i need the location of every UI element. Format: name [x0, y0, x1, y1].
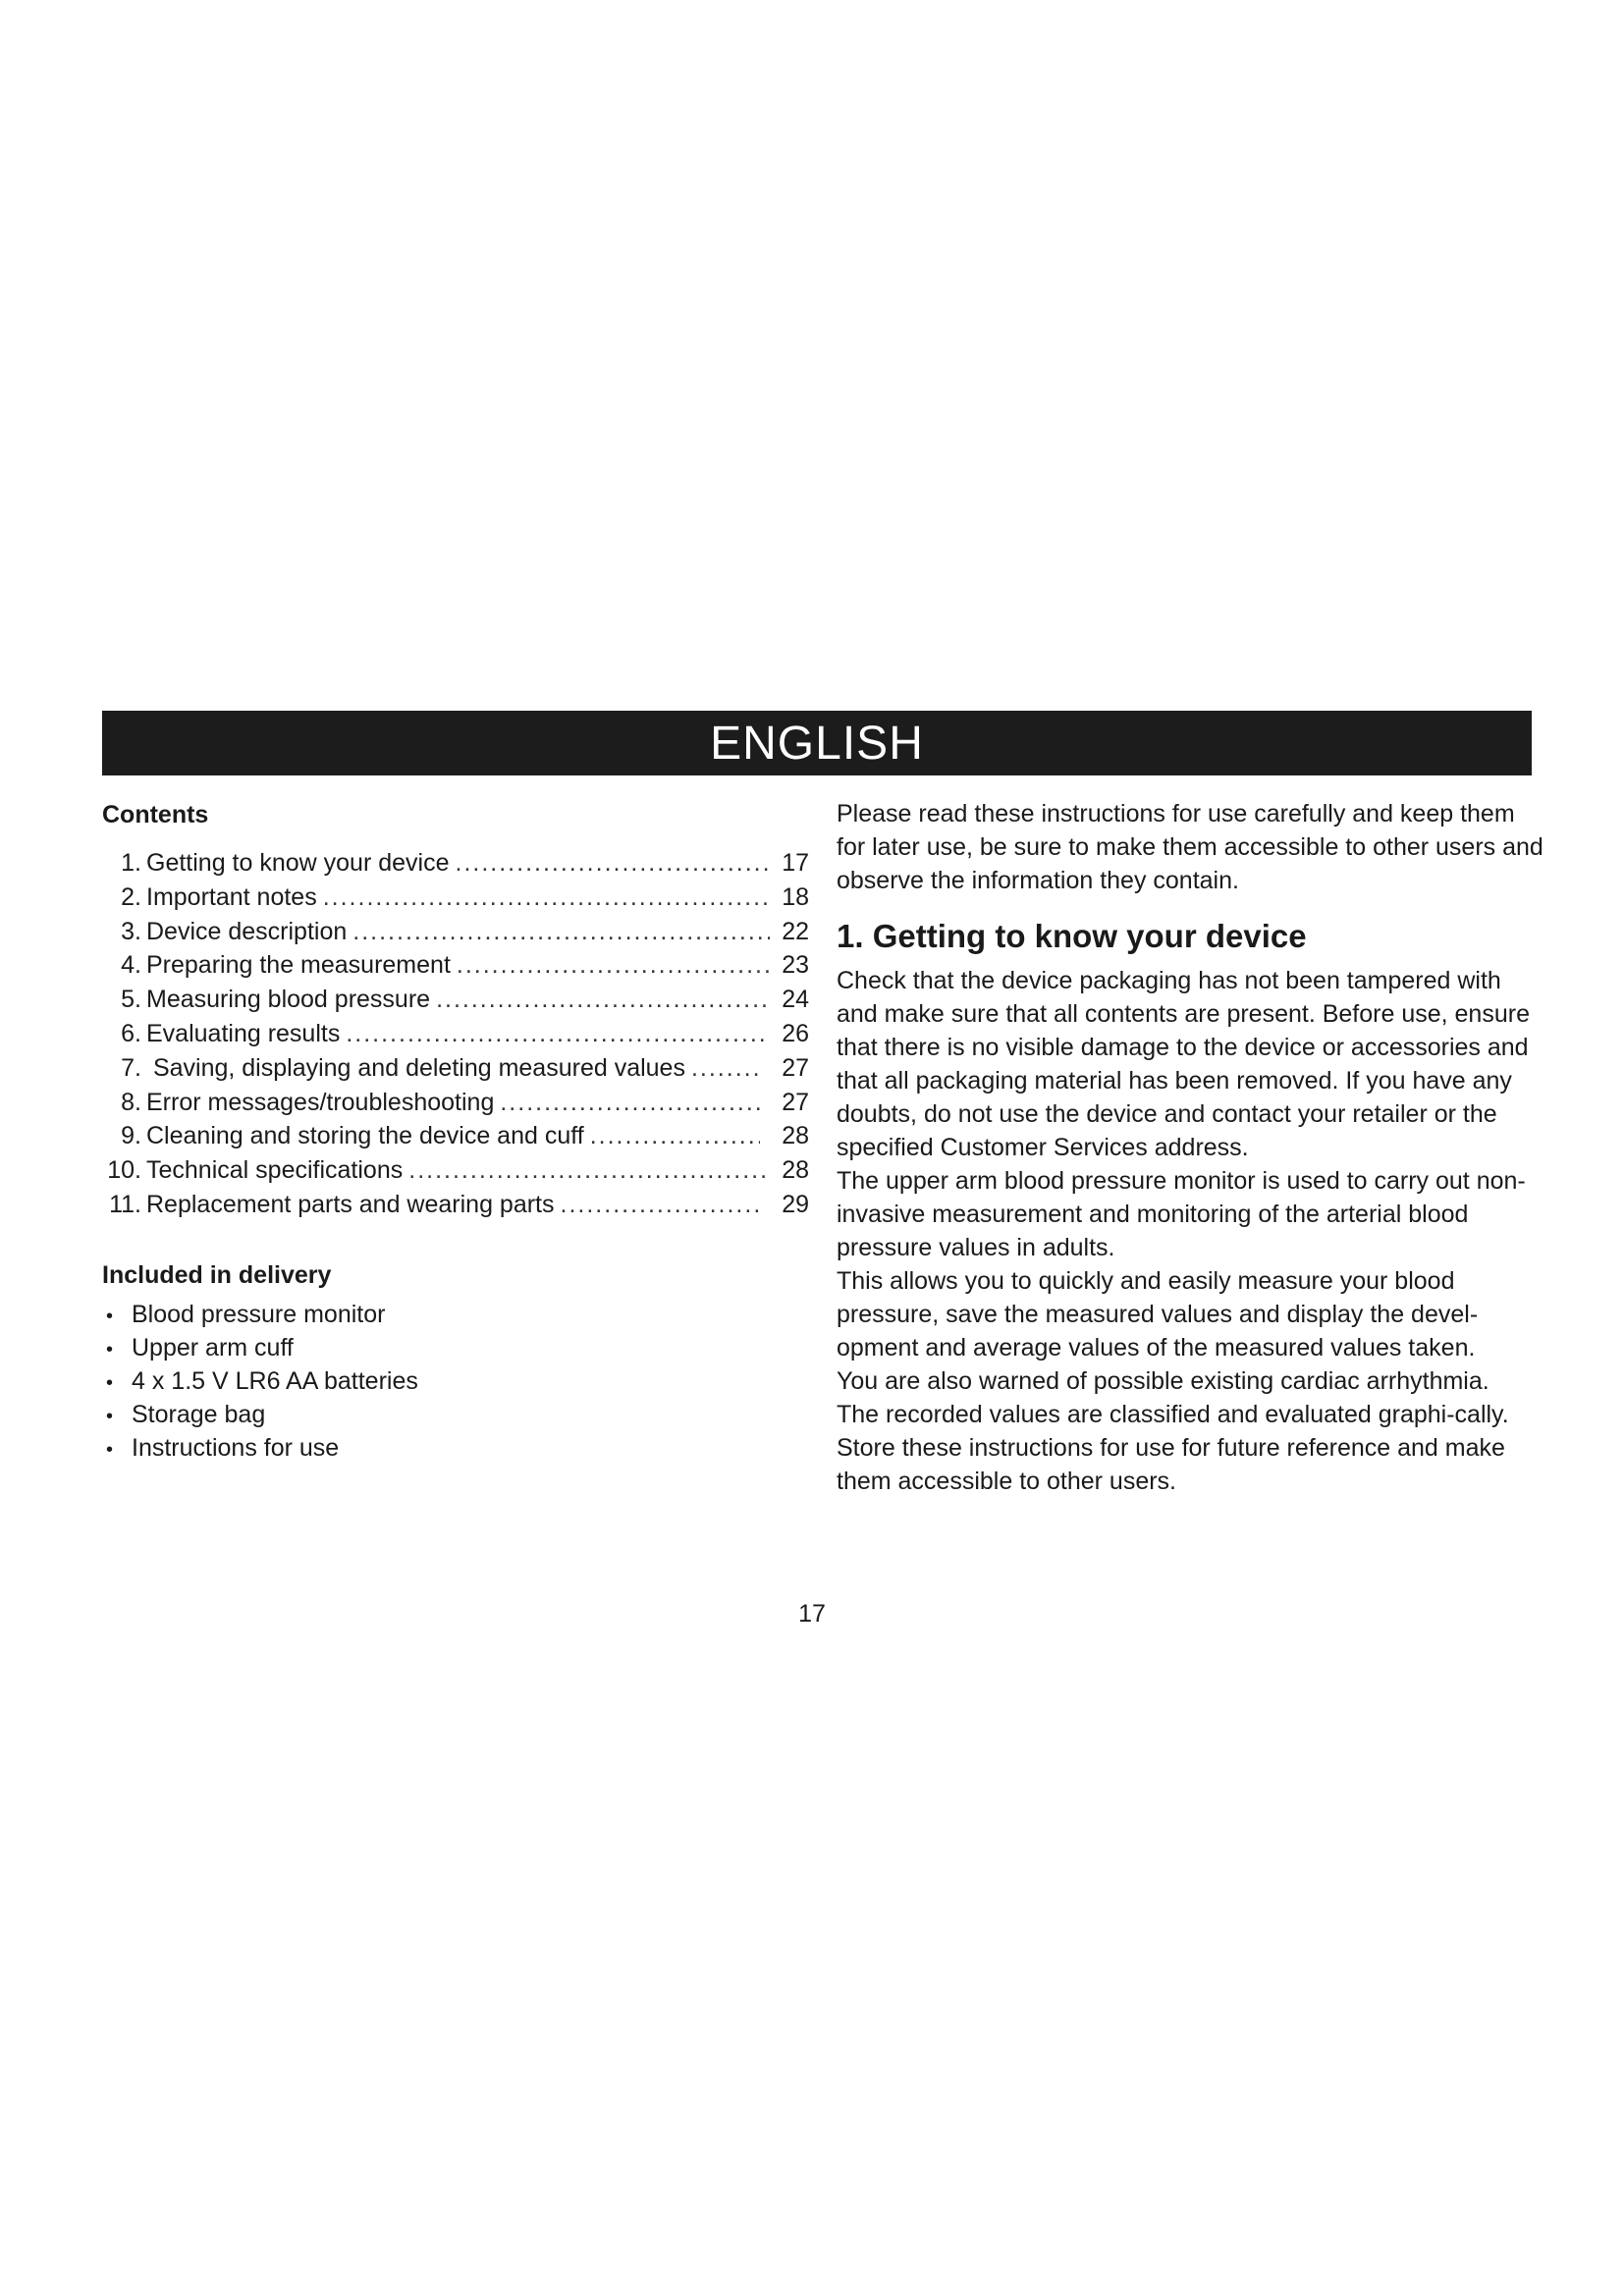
body-paragraph: The upper arm blood pressure monitor is used to carry out non-invasive measurement and monitoring of the arterial blood pressure values in adults.: [837, 1167, 1526, 1261]
body-paragraph: You are also warned of possible existing cardiac arrhythmia.: [837, 1367, 1489, 1395]
bullet-icon: •: [106, 1371, 114, 1394]
toc-number: 6.: [121, 1019, 141, 1047]
bullet-icon: •: [106, 1305, 114, 1327]
delivery-item-label: Blood pressure monitor: [132, 1300, 386, 1328]
delivery-item-label: Instructions for use: [132, 1433, 340, 1462]
toc-item[interactable]: [102, 915, 809, 949]
toc-page: 29: [782, 1190, 809, 1218]
toc-title: Cleaning and storing the device and cuff: [146, 1122, 584, 1150]
toc-leader: [691, 1051, 760, 1086]
list-item: [102, 1399, 809, 1432]
toc-item[interactable]: [102, 1017, 809, 1051]
toc-page: 23: [782, 951, 809, 980]
delivery-item-label: Storage bag: [132, 1400, 266, 1428]
toc-item[interactable]: [102, 1153, 809, 1188]
delivery-item-label: Upper arm cuff: [132, 1333, 294, 1362]
body-paragraph: The recorded values are classified and evaluated graphi-cally.: [837, 1401, 1509, 1428]
list-item: [102, 1432, 809, 1466]
toc-page: 28: [782, 1156, 809, 1185]
toc-leader: [436, 983, 770, 1017]
toc-number: 5.: [121, 986, 141, 1014]
body-paragraph: Store these instructions for use for future reference and make them accessible to other users.: [837, 1434, 1505, 1495]
left-column: [102, 797, 809, 1466]
toc-page: 27: [782, 1053, 809, 1082]
toc-page: 17: [782, 849, 809, 877]
toc-item[interactable]: [102, 1051, 809, 1086]
toc-item[interactable]: [102, 846, 809, 881]
toc-number: 8.: [121, 1088, 141, 1116]
page-number: 17: [798, 1600, 826, 1628]
toc-number: 4.: [121, 951, 141, 980]
bullet-icon: •: [106, 1405, 114, 1427]
list-item: [102, 1299, 809, 1332]
toc-leader: [352, 915, 770, 949]
toc-page: 27: [782, 1088, 809, 1116]
toc-leader: [408, 1153, 770, 1188]
language-banner: [102, 711, 1532, 775]
toc-title: Evaluating results: [146, 1019, 341, 1047]
toc-number: 7.: [121, 1053, 141, 1082]
chapter-title: 1. Getting to know your device: [837, 918, 1307, 954]
bullet-icon: •: [106, 1438, 114, 1461]
contents-heading: Contents: [102, 801, 209, 828]
toc-number: 9.: [121, 1122, 141, 1150]
toc-item[interactable]: [102, 983, 809, 1017]
toc-item[interactable]: [102, 1119, 809, 1153]
body-paragraph: Check that the device packaging has not been tampered with and make sure that all contents are present. Before use, ensure that there is no visible damage to the device or accessories and that all packaging material has been removed. If you have any doubts, do not use the device and contact your retailer or the specified Customer Services address.: [837, 967, 1530, 1161]
toc-leader: [590, 1119, 760, 1153]
toc-title: Important notes: [146, 882, 317, 911]
toc-title: Technical specifications: [146, 1156, 404, 1185]
delivery-item-label: 4 x 1.5 V LR6 AA batteries: [132, 1366, 418, 1395]
toc-leader: [561, 1188, 760, 1222]
toc-leader: [500, 1086, 760, 1120]
bullet-icon: •: [106, 1338, 114, 1361]
toc-title: Getting to know your device: [146, 849, 450, 877]
toc-number: 2.: [121, 882, 141, 911]
toc-leader: [456, 846, 771, 881]
toc-page: 28: [782, 1122, 809, 1150]
toc-title: Saving, displaying and deleting measured values: [146, 1053, 685, 1082]
intro-paragraph: Please read these instructions for use carefully and keep them for later use, be sure to make them accessible to other users and observe the information they contain.: [837, 800, 1543, 894]
delivery-heading: Included in delivery: [102, 1260, 332, 1289]
list-item: [102, 1365, 809, 1399]
toc-page: 22: [782, 917, 809, 945]
toc-leader: [457, 948, 770, 983]
delivery-list: [102, 1299, 809, 1466]
toc-leader: [346, 1017, 770, 1051]
list-item: [102, 1332, 809, 1365]
right-column: [837, 797, 1543, 1498]
toc-page: 26: [782, 1019, 809, 1047]
toc-page: 24: [782, 986, 809, 1014]
table-of-contents: [102, 846, 809, 1222]
language-label: ENGLISH: [710, 717, 924, 770]
toc-item[interactable]: [102, 1086, 809, 1120]
toc-number: 11.: [109, 1190, 141, 1218]
toc-title: Measuring blood pressure: [146, 986, 431, 1014]
body-paragraph: This allows you to quickly and easily measure your blood pressure, save the measured values and display the devel-opment and average values of the measured values taken.: [837, 1267, 1479, 1362]
toc-page: 18: [782, 882, 809, 911]
toc-item[interactable]: [102, 1188, 809, 1222]
toc-title: Replacement parts and wearing parts: [146, 1190, 555, 1218]
toc-number: 10.: [107, 1156, 141, 1185]
toc-item[interactable]: [102, 948, 809, 983]
toc-title: Device description: [146, 917, 348, 945]
toc-title: Preparing the measurement: [146, 951, 451, 980]
toc-number: 1.: [121, 849, 141, 877]
toc-leader: [323, 881, 770, 915]
toc-title: Error messages/troubleshooting: [146, 1088, 495, 1116]
toc-number: 3.: [121, 917, 141, 945]
toc-item[interactable]: [102, 881, 809, 915]
